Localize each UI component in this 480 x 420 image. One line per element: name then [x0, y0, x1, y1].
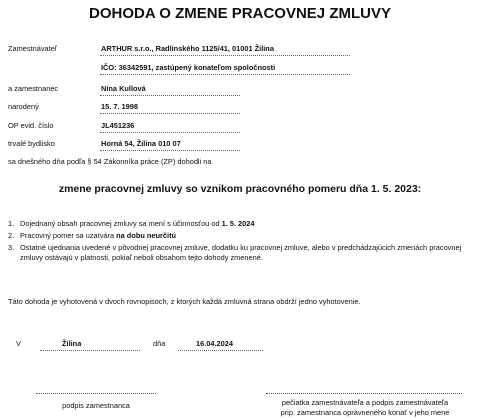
- employer-name: ARTHUR s.r.o., Radlinského 1125/41, 01001 Žilina: [101, 44, 274, 53]
- employer-label: Zamestnávateľ: [8, 44, 57, 53]
- place-prefix: V: [16, 339, 21, 348]
- employee-name: Nina Kullová: [101, 84, 146, 93]
- terms-list: [8, 219, 478, 265]
- born-value: 15. 7. 1998: [101, 102, 138, 111]
- born-label: narodený: [8, 102, 39, 111]
- date-value: 16.04.2024: [196, 339, 233, 348]
- term-item: 1. Dojednaný obsah pracovnej zmluvy sa mení s účinnosťou od 1. 5. 2024: [8, 219, 255, 228]
- address-label: trvalé bydlisko: [8, 139, 55, 148]
- employer-signature-line: [266, 393, 462, 394]
- born-underline: [100, 113, 240, 114]
- place-underline: [40, 350, 140, 351]
- employee-name-underline: [100, 95, 240, 96]
- place-value: Žilina: [62, 339, 82, 348]
- id-underline: [100, 132, 240, 133]
- term-item: 2. Pracovný pomer sa uzatvára na dobu neurčitú: [8, 230, 177, 240]
- date-underline: [178, 350, 263, 351]
- employer-name-underline: [100, 55, 350, 56]
- employee-signature-label: podpis zamestnanca: [62, 401, 130, 410]
- date-prefix: dňa: [153, 339, 166, 348]
- term-item: 3. Ostatné ujednania uvedené v pôvodnej pracovnej zmluve, dodatku ku pracovnej zmluve, alebo v predchádzajúcich zmenách pracovnej zmluvy ostávajú v platnosti, pokiaľ neboli obsahom tejto dohody zmenené.: [8, 242, 462, 262]
- employer-signature-label-1: pečiatka zamestnávateľa a podpis zamestnávateľa: [281, 398, 449, 407]
- agreement-intro: sa dnešného dňa podľa § 54 Zákonníka práce (ZP) dohodli na: [8, 157, 212, 166]
- id-value: JL451236: [101, 121, 135, 130]
- address-underline: [100, 150, 240, 151]
- address-value: Horná 54, Žilina 010 07: [101, 139, 181, 148]
- employee-intro-label: a zamestnanec: [8, 84, 59, 93]
- employer-ico-underline: [100, 74, 350, 75]
- employee-signature-line: [36, 393, 156, 394]
- document-title: DOHODA O ZMENE PRACOVNEJ ZMLUVY: [89, 5, 391, 22]
- id-label: OP evid. číslo: [8, 121, 54, 130]
- employer-signature-label-2: prip. zamestnanca oprávneného konať v jeho mene: [280, 408, 450, 417]
- copies-note: Táto dohoda je vyhotovená v dvoch rovnopisoch, z ktorých každá zmluvná strana obdrží jedno vyhotovenie.: [8, 297, 361, 306]
- employer-ico: IČO: 36342591, zastúpený konateľom spoločnosti: [101, 63, 276, 72]
- agreement-subject: zmene pracovnej zmluvy so vznikom pracovného pomeru dňa 1. 5. 2023:: [58, 183, 422, 195]
